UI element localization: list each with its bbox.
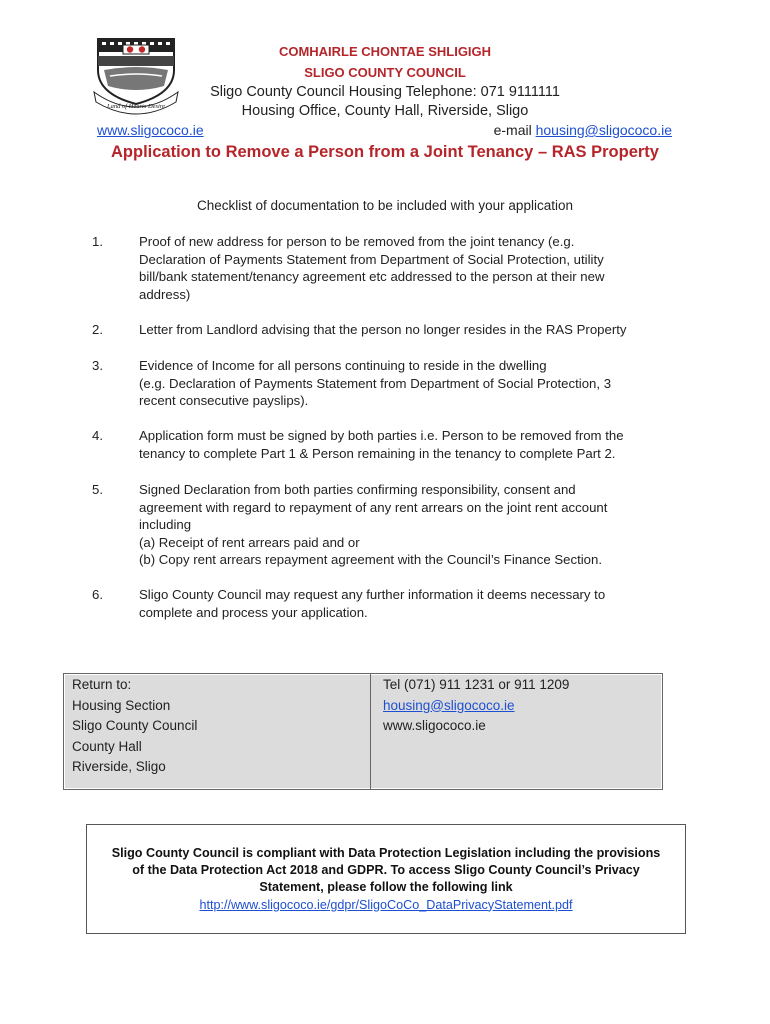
item-text: (a) Receipt of rent arrears paid and or (139, 534, 360, 550)
return-line: Riverside, Sligo (72, 759, 166, 774)
return-website: www.sligococo.ie (383, 718, 486, 733)
council-name-english: SLIGO COUNTY COUNCIL (304, 65, 466, 80)
item-text: Sligo County Council may request any further information it deems necessary to (139, 587, 606, 602)
item-text: Application form must be signed by both parties i.e. Person to be removed from the (139, 428, 624, 443)
checklist-item (92, 586, 682, 621)
item-text: Proof of new address for person to be removed from the joint tenancy (e.g. (139, 234, 575, 249)
privacy-text: Sligo County Council is compliant with Data Protection Legislation including the provisions (111, 846, 661, 860)
item-number: 4. (92, 428, 103, 443)
checklist-item (92, 427, 682, 462)
item-text: agreement with regard to repayment of any rent arrears on the joint rent account (139, 499, 608, 515)
item-text: tenancy to complete Part 1 & Person remaining in the tenancy to complete Part 2. (139, 445, 616, 461)
item-text: complete and process your application. (139, 604, 368, 620)
item-text: Evidence of Income for all persons continuing to reside in the dwelling (139, 358, 547, 373)
website-link[interactable]: www.sligococo.ie (97, 122, 204, 138)
housing-office-address: Housing Office, County Hall, Riverside, Sligo (241, 103, 529, 119)
privacy-notice-box (86, 824, 686, 934)
checklist-item (92, 357, 682, 410)
email-label: e-mail (493, 122, 532, 138)
item-text: (b) Copy rent arrears repayment agreement with the Council’s Finance Section. (139, 552, 603, 568)
item-number: 1. (92, 234, 103, 249)
email-link[interactable]: housing@sligococo.ie (535, 122, 672, 138)
item-number: 5. (92, 482, 103, 497)
return-telephone: Tel (071) 911 1231 or 911 1209 (383, 677, 570, 692)
privacy-text: of the Data Protection Act 2018 and GDPR. To access Sligo County Council’s Privacy (132, 863, 640, 878)
item-text: (e.g. Declaration of Payments Statement from Department of Social Protection, 3 (139, 375, 612, 391)
item-text: Letter from Landlord advising that the person no longer resides in the RAS Property (139, 322, 627, 337)
return-address (64, 674, 371, 789)
privacy-statement-link[interactable]: http://www.sligococo.ie/gdpr/SligoCoCo_DataPrivacyStatement.pdf (199, 897, 573, 912)
return-line: Sligo County Council (72, 718, 198, 733)
return-email-link[interactable]: housing@sligococo.ie (383, 697, 515, 713)
item-text: Declaration of Payments Statement from Department of Social Protection, utility (139, 251, 604, 267)
return-contact (375, 674, 661, 789)
item-number: 6. (92, 587, 103, 602)
item-text: Signed Declaration from both parties confirming responsibility, consent and (139, 482, 576, 497)
item-text: bill/bank statement/tenancy agreement etc addressed to the person at their new (139, 269, 605, 285)
checklist-item (92, 481, 682, 569)
document-title: Application to Remove a Person from a Joint Tenancy – RAS Property (111, 143, 659, 161)
checklist-item (92, 233, 682, 303)
return-line: County Hall (72, 738, 142, 754)
email-line (494, 122, 672, 138)
return-address-box (63, 673, 663, 790)
privacy-text: Statement, please follow the following link (259, 880, 513, 895)
item-text: address) (139, 286, 191, 302)
checklist-intro: Checklist of documentation to be included with your application (197, 198, 573, 213)
item-number: 3. (92, 358, 103, 373)
return-line: Housing Section (72, 697, 171, 713)
item-number: 2. (92, 322, 103, 337)
item-text: recent consecutive payslips). (139, 393, 309, 409)
council-name-irish: COMHAIRLE CHONTAE SHLIGIGH (278, 44, 492, 59)
logo-motto: Land of Hearts Desire (106, 103, 166, 110)
item-text: including (139, 517, 192, 533)
return-line: Return to: (72, 677, 132, 692)
housing-telephone: Sligo County Council Housing Telephone: 071 9111111 (210, 84, 560, 100)
checklist-item (92, 321, 682, 339)
